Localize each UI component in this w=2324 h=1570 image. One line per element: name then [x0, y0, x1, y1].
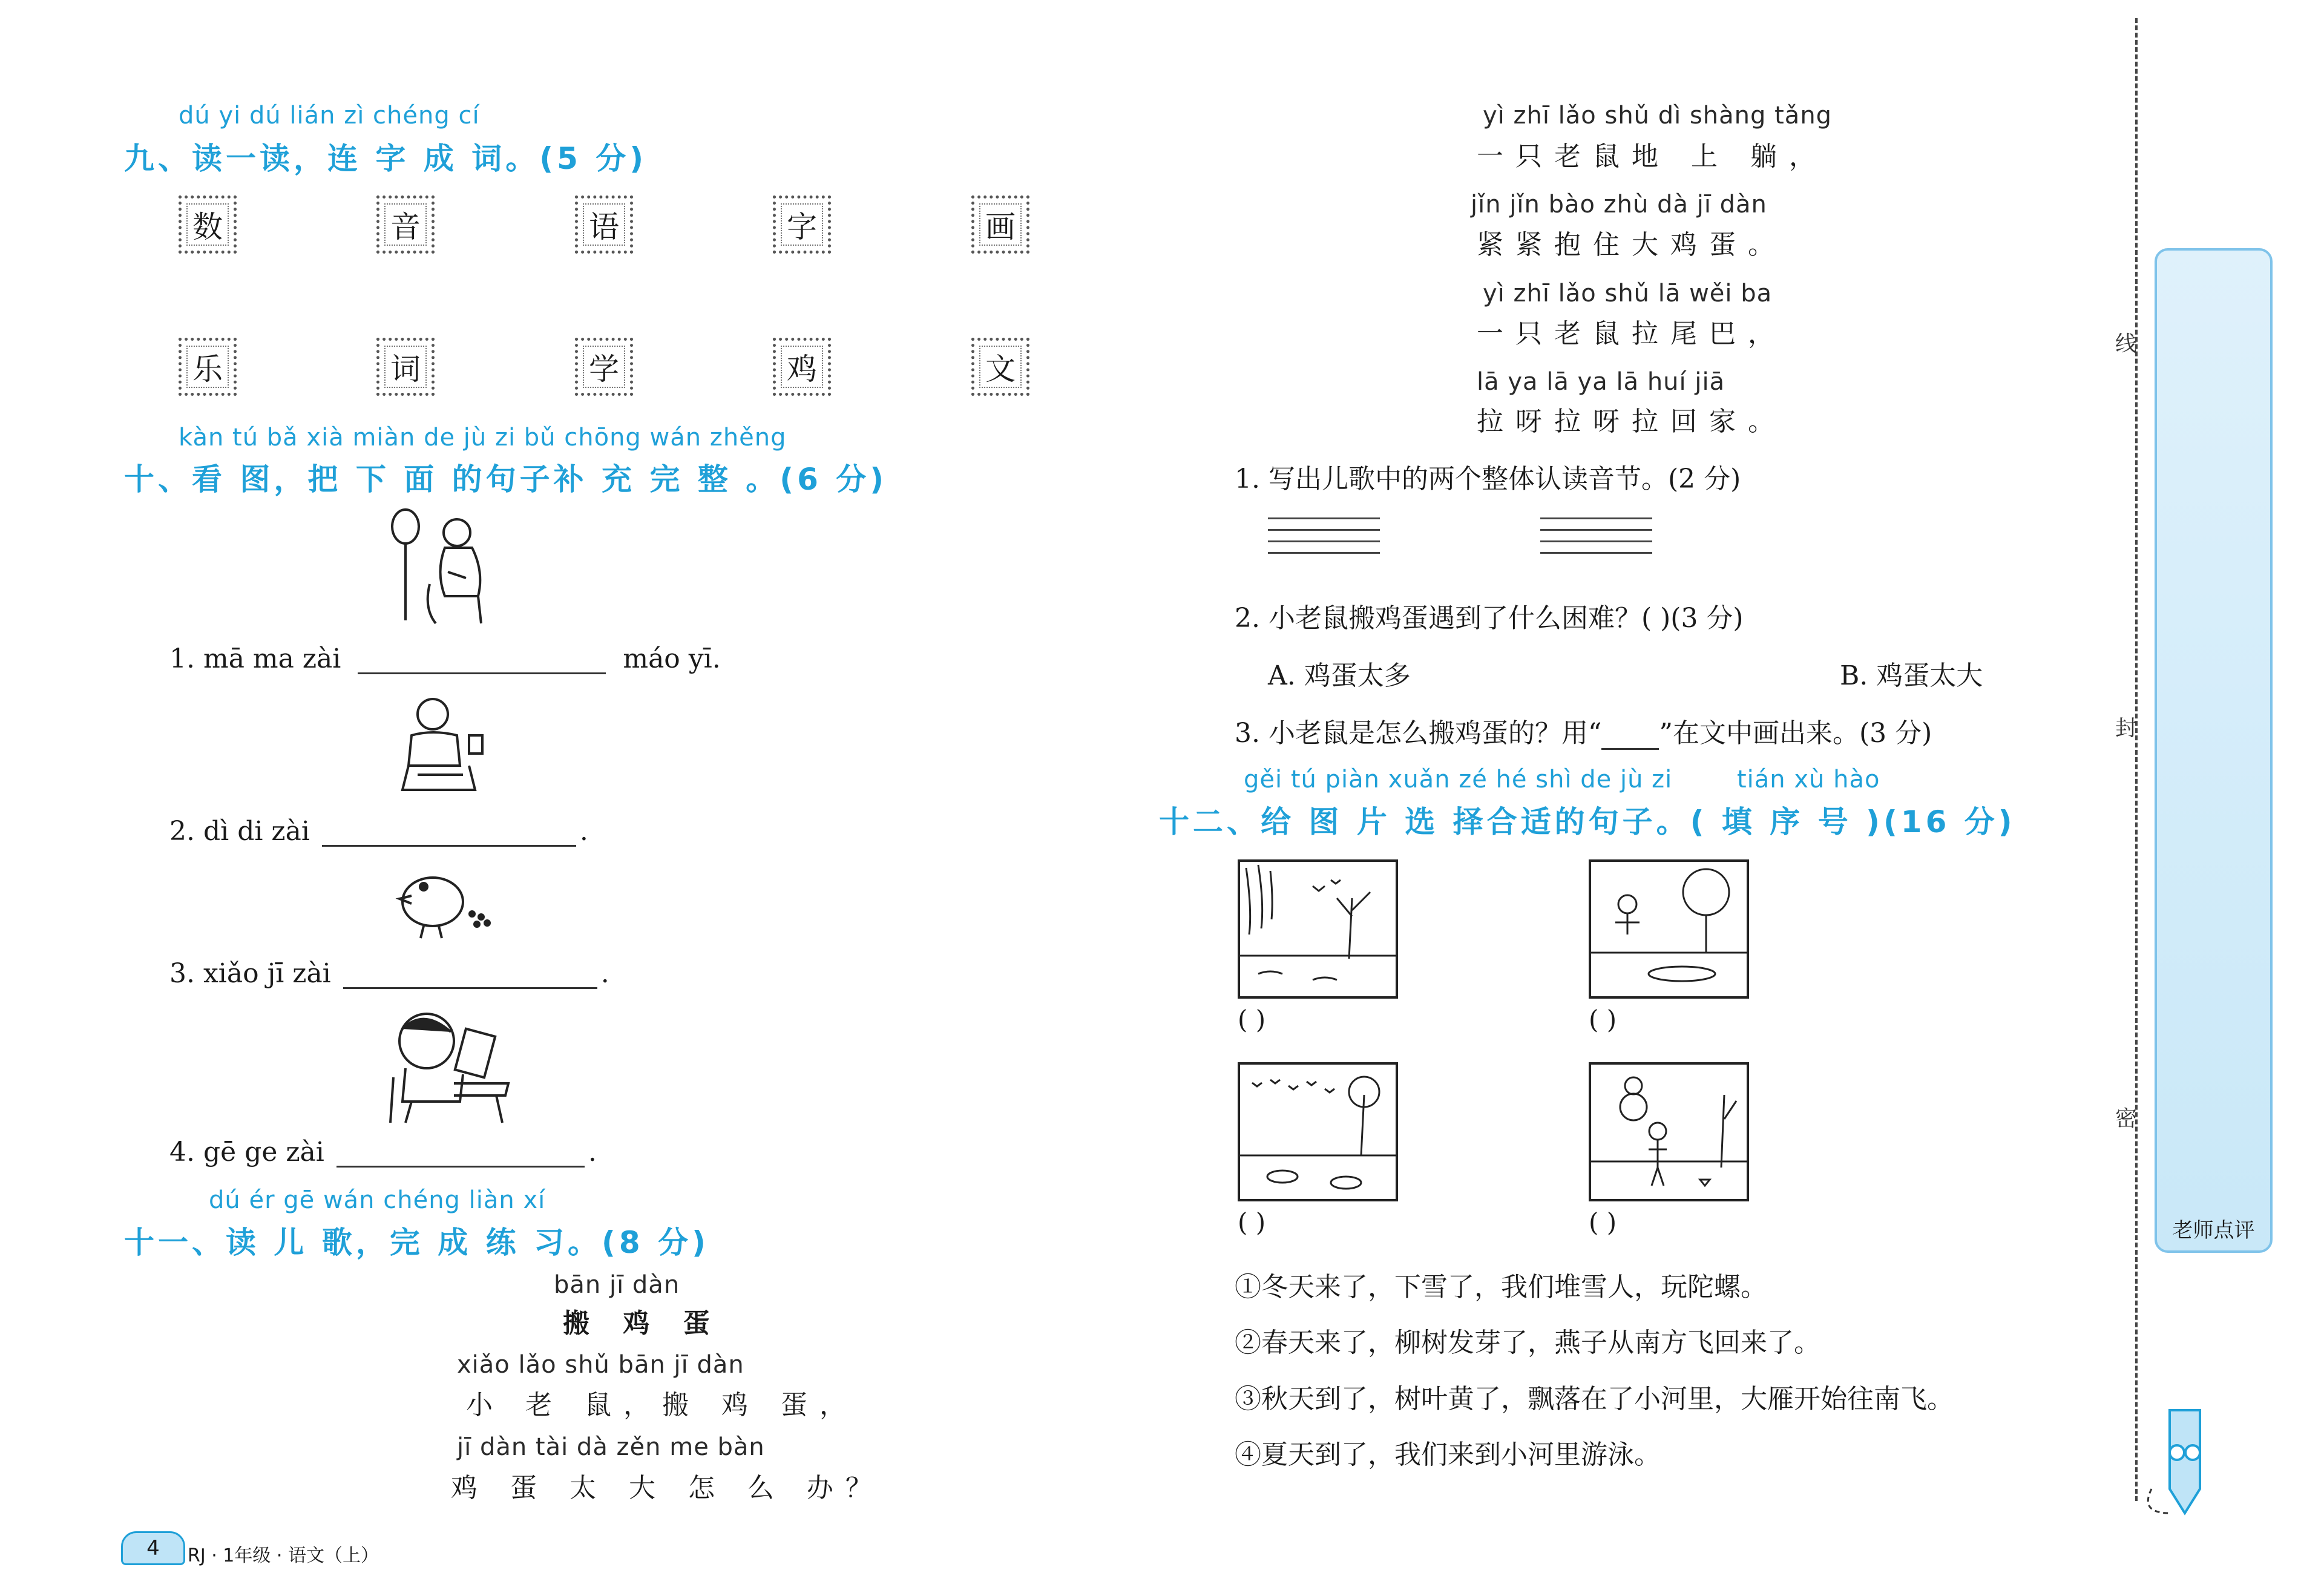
answer-paren[interactable]: ( )	[1589, 1005, 1617, 1034]
poem-line: 拉呀拉呀拉回家。	[1477, 406, 1787, 437]
q10-3-prefix: 3. xiǎo jī zài	[169, 958, 331, 989]
s9-pinyin: dú yi dú lián zì chéng cí	[179, 102, 480, 130]
poem-line-pinyin: yì zhī lǎo shǔ dì shàng tǎng	[1483, 102, 1833, 130]
q10-1	[169, 642, 721, 674]
s11-title: 十一、读 儿 歌，完 成 练 习。(8 分)	[124, 1225, 709, 1260]
s12-pinyin-1: gěi tú piàn xuǎn zé hé shì de jù zi	[1244, 766, 1673, 793]
poem-line: 一只老鼠地 上 躺，	[1477, 141, 1828, 172]
seal-mi: 密	[2115, 1106, 2138, 1131]
poem-line-pinyin: xiǎo lǎo shǔ bān jī dàn	[457, 1351, 744, 1379]
q11-1: 1. 写出儿歌中的两个整体认读音节。(2 分)	[1235, 464, 1741, 494]
choice-2: ②春天来了，柳树发芽了，燕子从南方飞回来了。	[1235, 1327, 1820, 1358]
winter-picture	[1589, 1062, 1749, 1201]
choice-4: ④夏天到了，我们来到小河里游泳。	[1235, 1439, 1661, 1470]
poem-title: 搬 鸡 蛋	[563, 1308, 722, 1339]
char-box[interactable]: 音	[376, 195, 435, 254]
q10-4-suffix: .	[588, 1137, 597, 1168]
char-box[interactable]: 数	[179, 195, 237, 254]
char-box[interactable]: 鸡	[773, 338, 831, 396]
seal-feng: 封	[2115, 716, 2138, 741]
page-number-badge	[121, 1531, 185, 1565]
q10-4-prefix: 4. gē ge zài	[169, 1137, 324, 1168]
option-b[interactable]: B. 鸡蛋太大	[1840, 660, 1983, 691]
q10-4	[169, 1135, 597, 1168]
q10-3-suffix: .	[600, 958, 609, 989]
q10-3	[169, 956, 609, 989]
brother-brushing-teeth-illustration	[390, 693, 490, 796]
poem-line-pinyin: jǐn jǐn bào zhù dà jī dàn	[1471, 191, 1767, 218]
binding-dashed-line	[2135, 18, 2138, 1501]
page-number: 4	[146, 1536, 160, 1560]
q10-2-prefix: 2. dì di zài	[169, 816, 310, 847]
teacher-comment-label: 老师点评	[2172, 1218, 2255, 1243]
s11-pinyin: dú ér gē wán chéng liàn xí	[209, 1186, 546, 1214]
answer-blank[interactable]	[336, 1135, 585, 1168]
pencil-mascot-icon	[2145, 1398, 2224, 1519]
q10-1-suffix: máo yī.	[623, 643, 721, 674]
s12-title: 十二、给 图 片 选 择合适的句子。( 填 序 号 )(16 分)	[1159, 804, 2016, 839]
q11-3-suffix: ”在文中画出来。(3 分)	[1659, 718, 1932, 749]
answer-blank[interactable]	[322, 814, 576, 847]
char-box[interactable]: 画	[971, 195, 1029, 254]
choice-3: ③秋天到了，树叶黄了，飘落在了小河里，大雁开始往南飞。	[1235, 1384, 1954, 1414]
summer-picture	[1589, 859, 1749, 999]
poem-title-pinyin: bān jī dàn	[554, 1271, 680, 1299]
char-box[interactable]: 词	[376, 338, 435, 396]
char-box[interactable]: 学	[575, 338, 633, 396]
q10-2	[169, 814, 588, 847]
poem-line: 小 老 鼠，搬 鸡 蛋，	[466, 1390, 858, 1421]
writing-lines[interactable]	[1540, 517, 1652, 563]
s10-title: 十、看 图，把 下 面 的句子补 充 完 整 。(6 分)	[124, 462, 888, 497]
poem-line: 一只老鼠拉尾巴，	[1477, 318, 1787, 349]
s9-title: 九、读一读，连 字 成 词。(5 分)	[124, 141, 648, 176]
seal-xian: 线	[2115, 332, 2138, 356]
brother-reading-illustration	[387, 1005, 514, 1126]
q10-1-prefix: 1. mā ma zài	[169, 643, 341, 674]
footer-book-info: RJ · 1年级 · 语文（上）	[188, 1545, 379, 1566]
s10-pinyin: kàn tú bǎ xià miàn de jù zi bǔ chōng wán zhěng	[179, 424, 787, 452]
poem-line: 鸡 蛋 太 大 怎 么 办？	[451, 1473, 884, 1503]
option-a[interactable]: A. 鸡蛋太多	[1268, 660, 1411, 691]
answer-paren[interactable]: ( )	[1589, 1207, 1617, 1237]
q10-2-suffix: .	[579, 816, 588, 847]
spring-picture	[1238, 859, 1398, 999]
q11-3	[1235, 711, 1932, 750]
chick-eating-illustration	[387, 862, 496, 941]
mother-knitting-illustration	[387, 505, 490, 626]
char-box[interactable]: 语	[575, 195, 633, 254]
poem-line-pinyin: lā ya lā ya lā huí jiā	[1477, 368, 1725, 396]
poem-line-pinyin: yì zhī lǎo shǔ lā wěi ba	[1483, 280, 1773, 307]
q11-2: 2. 小老鼠搬鸡蛋遇到了什么困难？( )(3 分)	[1235, 603, 1744, 634]
answer-paren[interactable]: ( )	[1238, 1005, 1266, 1034]
answer-paren[interactable]: ( )	[1238, 1207, 1266, 1237]
char-box[interactable]: 乐	[179, 338, 237, 396]
answer-blank[interactable]	[358, 642, 606, 674]
poem-line: 紧紧抱住大鸡蛋。	[1477, 229, 1787, 260]
char-box[interactable]: 字	[773, 195, 831, 254]
underline-sample	[1601, 717, 1659, 750]
teacher-comment-panel[interactable]	[2155, 248, 2273, 1253]
writing-lines[interactable]	[1268, 517, 1380, 563]
choice-1: ①冬天来了，下雪了，我们堆雪人，玩陀螺。	[1235, 1272, 1767, 1302]
autumn-picture	[1238, 1062, 1398, 1201]
char-box[interactable]: 文	[971, 338, 1029, 396]
s12-pinyin-2: tián xù hào	[1737, 766, 1880, 793]
poem-line-pinyin: jī dàn tài dà zěn me bàn	[457, 1433, 765, 1461]
q11-3-prefix: 3. 小老鼠是怎么搬鸡蛋的？用“	[1235, 718, 1602, 749]
answer-blank[interactable]	[343, 956, 597, 989]
